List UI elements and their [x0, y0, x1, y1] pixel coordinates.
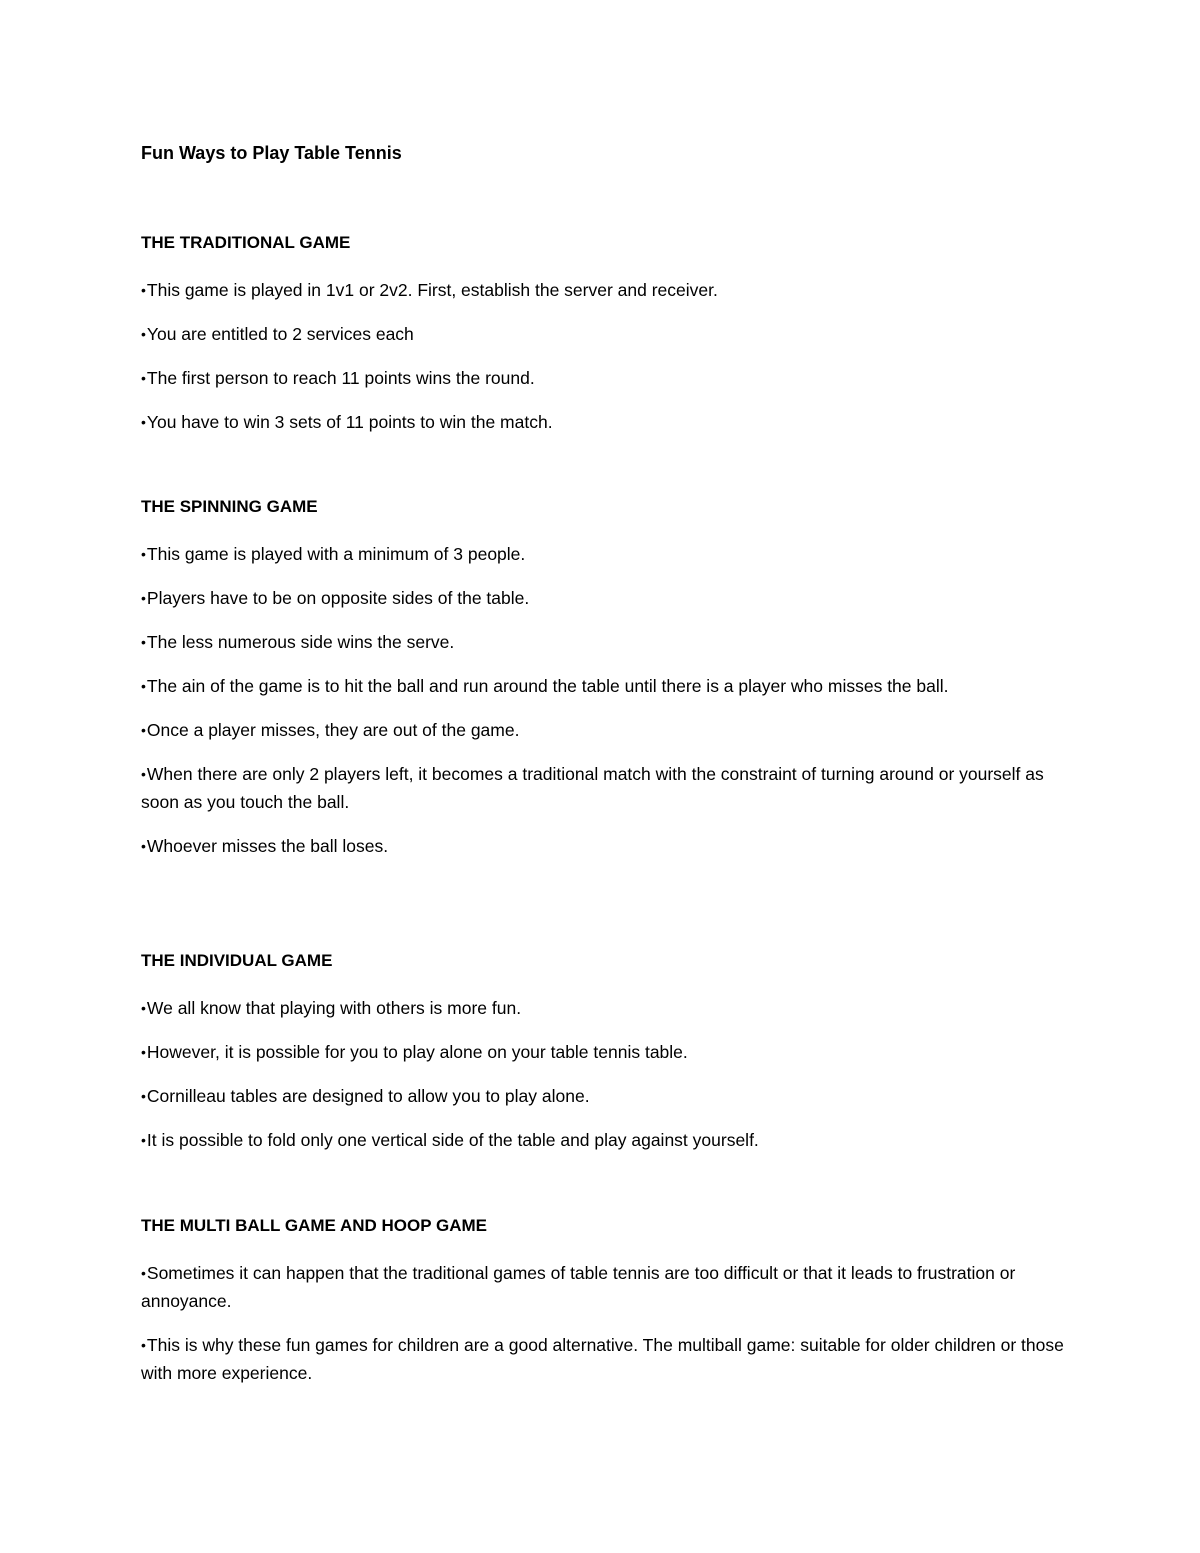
- list-item: [141, 1126, 1071, 1154]
- bullet-icon: •: [141, 546, 146, 562]
- section-heading: THE INDIVIDUAL GAME: [141, 951, 333, 970]
- bullet-icon: •: [141, 838, 146, 854]
- list-item: [141, 1082, 1071, 1110]
- bullet-icon: •: [141, 1132, 146, 1148]
- list-item-text: The ain of the game is to hit the ball and run around the table until there is a player who misses the ball.: [146, 676, 949, 696]
- list-item: [141, 672, 1071, 700]
- bullet-icon: •: [141, 766, 146, 782]
- list-item-text: The less numerous side wins the serve.: [146, 632, 455, 652]
- list-item: [141, 364, 1071, 392]
- bullet-icon: •: [141, 634, 146, 650]
- list-item-text: We all know that playing with others is more fun.: [146, 998, 522, 1018]
- section-traditional-game: [141, 232, 1071, 452]
- list-item-text: Players have to be on opposite sides of the table.: [146, 588, 530, 608]
- list-item: [141, 832, 1071, 860]
- bullet-icon: •: [141, 722, 146, 738]
- list-item: [141, 408, 1071, 436]
- list-item-text: It is possible to fold only one vertical side of the table and play against yourself.: [146, 1130, 759, 1150]
- list-item: [141, 276, 1071, 304]
- list-item-text: Cornilleau tables are designed to allow you to play alone.: [146, 1086, 590, 1106]
- bullet-icon: •: [141, 590, 146, 606]
- section-multi-ball-hoop-game: [141, 1215, 1071, 1403]
- document-title: Fun Ways to Play Table Tennis: [141, 143, 402, 163]
- list-item-text: This is why these fun games for children are a good alternative. The multiball game: suitable for older children or those with more experience.: [141, 1335, 1064, 1383]
- bullet-icon: •: [141, 282, 146, 298]
- bullet-icon: •: [141, 1265, 146, 1281]
- section-heading: THE SPINNING GAME: [141, 497, 318, 516]
- bullet-icon: •: [141, 1044, 146, 1060]
- list-item-text: The first person to reach 11 points wins the round.: [146, 368, 535, 388]
- list-item: [141, 994, 1071, 1022]
- list-item: [141, 760, 1071, 816]
- section-heading: THE MULTI BALL GAME AND HOOP GAME: [141, 1216, 487, 1235]
- section-spinning-game: [141, 496, 1071, 876]
- list-item: [141, 628, 1071, 656]
- list-item: [141, 1331, 1071, 1387]
- section-individual-game: [141, 950, 1071, 1170]
- section-heading: THE TRADITIONAL GAME: [141, 233, 351, 252]
- list-item-text: Once a player misses, they are out of the game.: [146, 720, 520, 740]
- list-item: [141, 584, 1071, 612]
- bullet-icon: •: [141, 370, 146, 386]
- list-item: [141, 1038, 1071, 1066]
- bullet-icon: •: [141, 1337, 146, 1353]
- list-item: [141, 320, 1071, 348]
- list-item-text: You are entitled to 2 services each: [146, 324, 414, 344]
- bullet-icon: •: [141, 678, 146, 694]
- list-item-text: This game is played with a minimum of 3 people.: [146, 544, 526, 564]
- list-item-text: However, it is possible for you to play alone on your table tennis table.: [146, 1042, 688, 1062]
- list-item: [141, 716, 1071, 744]
- list-item-text: You have to win 3 sets of 11 points to win the match.: [146, 412, 553, 432]
- list-item: [141, 540, 1071, 568]
- bullet-icon: •: [141, 1000, 146, 1016]
- list-item-text: When there are only 2 players left, it becomes a traditional match with the constraint of turning around or yourself as soon as you touch the ball.: [141, 764, 1044, 812]
- list-item-text: This game is played in 1v1 or 2v2. First, establish the server and receiver.: [146, 280, 718, 300]
- bullet-icon: •: [141, 326, 146, 342]
- bullet-icon: •: [141, 414, 146, 430]
- list-item-text: Whoever misses the ball loses.: [146, 836, 389, 856]
- list-item: [141, 1259, 1071, 1315]
- bullet-icon: •: [141, 1088, 146, 1104]
- list-item-text: Sometimes it can happen that the traditional games of table tennis are too difficult or that it leads to frustration or annoyance.: [141, 1263, 1016, 1311]
